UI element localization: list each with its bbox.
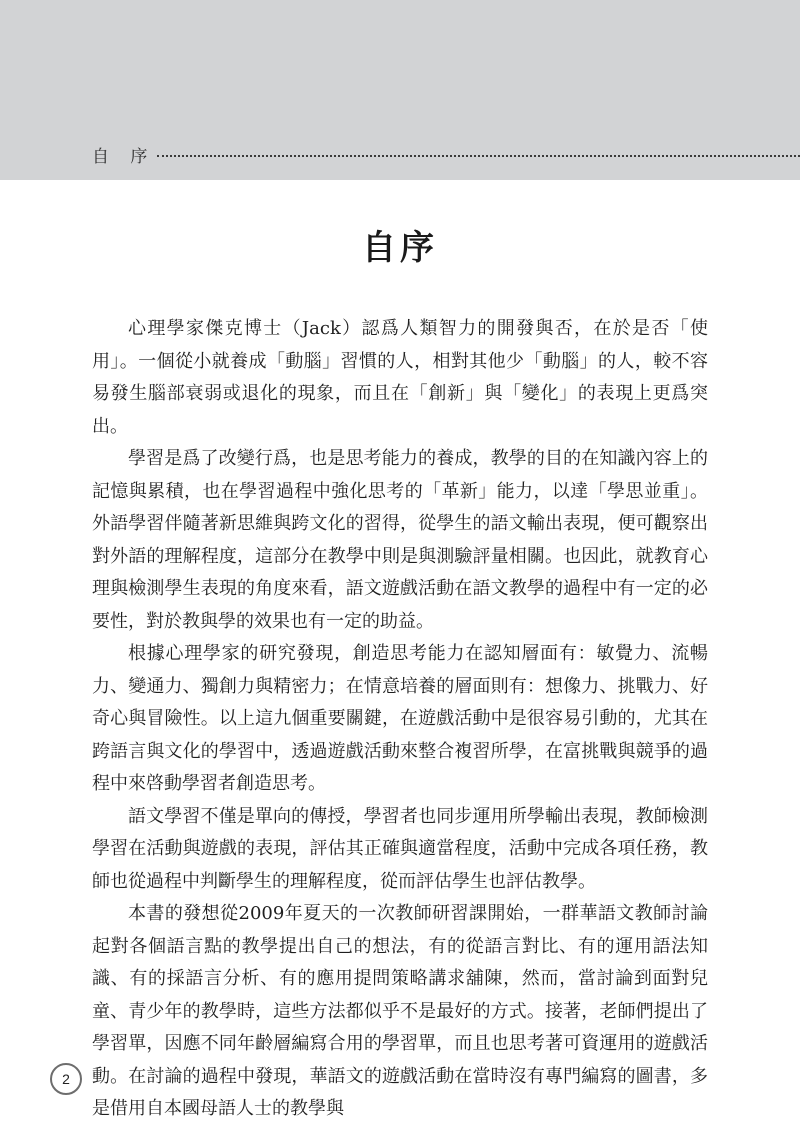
paragraph-1: 心理學家傑克博士（Jack）認爲人類智力的開發與否，在於是否「使用」。一個從小就養成「動腦」習慣的人，相對其他少「動腦」的人，較不容易發生腦部衰弱或退化的現象，而且在「創新」與「變化」的表現上更爲突出。 <box>92 318 708 437</box>
running-head-leader-dots <box>157 155 800 157</box>
paragraph-5: 本書的發想從2009年夏天的一次教師研習課開始，一群華語文教師討論起對各個語言點的教學提出自己的想法，有的從語言對比、有的運用語法知識、有的採語言分析、有的應用提問策略講求舖陳，然而，當討論到面對兒童、青少年的教學時，這些方法都似乎不是最好的方式。接著，老師們提出了學習單，因應不同年齡層編寫合用的學習單，而且也思考著可資運用的遊戲活動。在討論的過程中發現，華語文的遊戲活動在當時沒有專門編寫的圖書，多是借用自本國母語人士的教學與 <box>92 903 708 1119</box>
page-number: 2 <box>50 1063 82 1095</box>
paragraph-3: 根據心理學家的研究發現，創造思考能力在認知層面有：敏覺力、流暢力、變通力、獨創力與精密力；在情意培養的層面則有：想像力、挑戰力、好奇心與冒險性。以上這九個重要關鍵，在遊戲活動中是很容易引動的，尤其在跨語言與文化的學習中，透過遊戲活動來整合複習所學，在富挑戰與競爭的過程中來啓動學習者創造思考。 <box>92 643 708 794</box>
running-head-label: 自 序 <box>92 146 156 167</box>
running-head <box>92 142 800 166</box>
paragraph-2: 學習是爲了改變行爲，也是思考能力的養成，教學的目的在知識內容上的記憶與累積，也在學習過程中強化思考的「革新」能力，以達「學思並重」。外語學習伴隨著新思維與跨文化的習得，從學生的語文輸出表現，便可觀察出對外語的理解程度，這部分在教學中則是與測驗評量相關。也因此，就教育心理與檢測學生表現的角度來看，語文遊戲活動在語文教學的過程中有一定的必要性，對於教與學的效果也有一定的助益。 <box>92 448 708 632</box>
body-text <box>92 313 708 1126</box>
chapter-title: 自序 <box>362 228 438 268</box>
paragraph-4: 語文學習不僅是單向的傳授，學習者也同步運用所學輸出表現，教師檢測學習在活動與遊戲的表現，評估其正確與適當程度，活動中完成各項任務，教師也從過程中判斷學生的理解程度，從而評估學生也評估教學。 <box>92 805 708 892</box>
